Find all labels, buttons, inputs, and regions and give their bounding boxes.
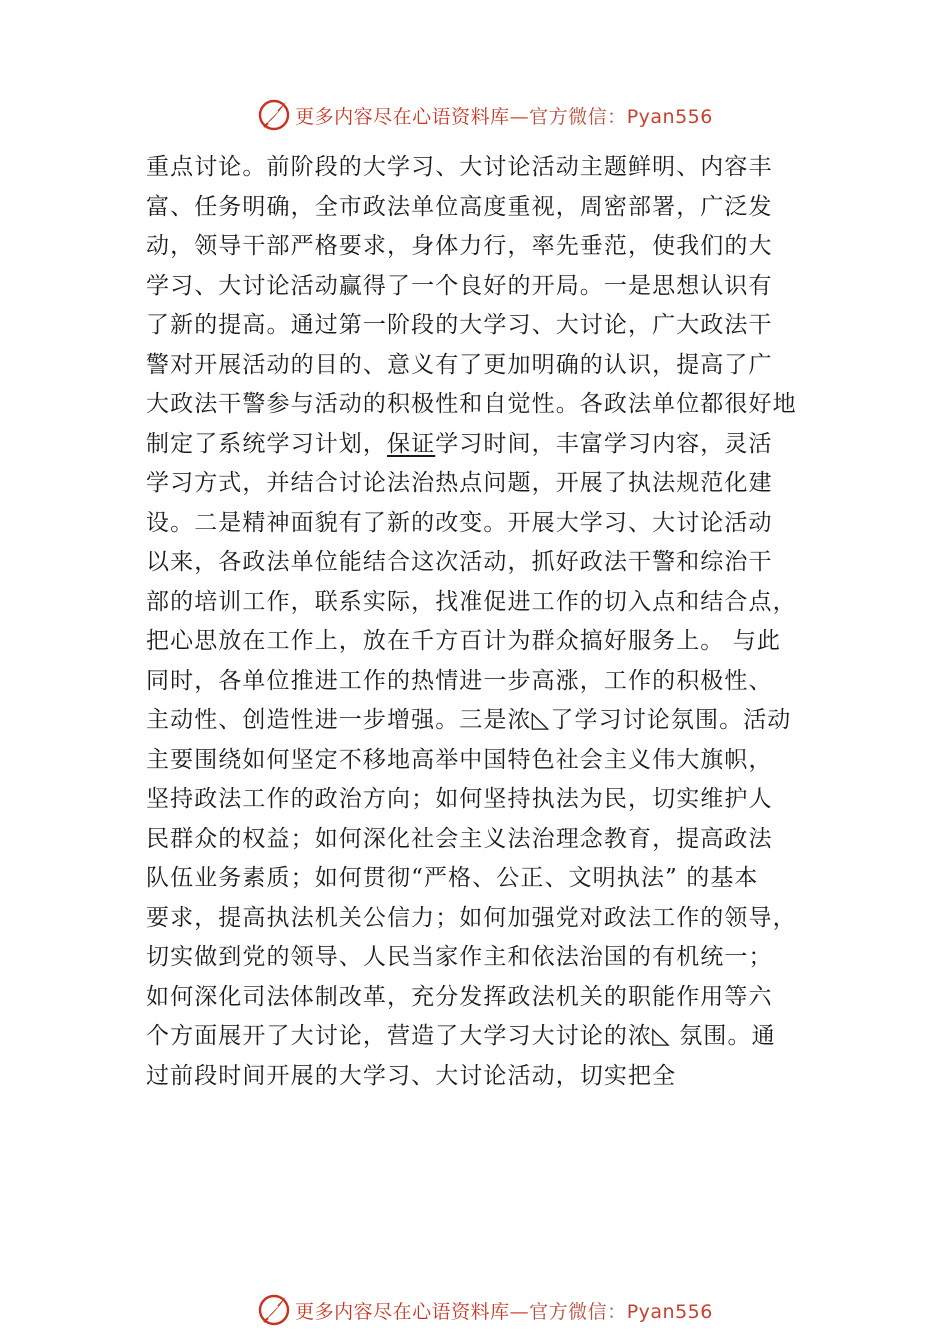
body-line-14: 同时，各单位推进工作的热情进一步高涨，工作的积极性、 bbox=[146, 667, 773, 694]
banner-wechat-id: Pyan556 bbox=[626, 105, 713, 128]
body-line-2: 富、任务明确，全市政法单位高度重视，周密部署，广泛发 bbox=[146, 193, 773, 220]
body-line-21: 切实做到党的领导、人民当家作主和依法治国的有机统一； bbox=[146, 944, 773, 970]
body-line-12: 部的培训工作，联系实际，找准促进工作的切入点和结合点， bbox=[146, 588, 797, 615]
body-line-10: 设。二是精神面貌有了新的改变。开展大学习、大讨论活动 bbox=[146, 509, 773, 536]
banner-wechat-label: 官方微信： bbox=[529, 105, 627, 128]
footer-banner-inner bbox=[257, 1293, 713, 1327]
header-banner-inner bbox=[257, 98, 713, 132]
body-line-20: 要求，提高执法机关公信力；如何加强党对政法工作的领导， bbox=[146, 904, 797, 931]
header-banner bbox=[0, 95, 950, 135]
body-line-11: 以来，各政法单位能结合这次活动，抓好政法干警和综治干 bbox=[146, 549, 773, 575]
feather-pen-logo-icon bbox=[257, 98, 291, 132]
body-line-9: 学习方式，并结合讨论法治热点问题，开展了执法规范化建 bbox=[146, 470, 773, 496]
document-body bbox=[146, 148, 818, 1096]
body-line-22: 如何深化司法体制改革，充分发挥政法机关的职能作用等六 bbox=[146, 983, 773, 1010]
body-line-15: 主动性、创造性进一步增强。三是浓◺了学习讨论氛围。活动 bbox=[146, 707, 792, 733]
banner-dash: — bbox=[509, 1300, 530, 1323]
body-line-8-before: 制定了系统学习计划， bbox=[146, 430, 387, 457]
body-line-18: 民群众的权益；如何深化社会主义法治理念教育，提高政法 bbox=[146, 825, 773, 852]
banner-dash: — bbox=[509, 105, 530, 128]
body-line-16: 主要围绕如何坚定不移地高举中国特色社会主义伟大旗帜， bbox=[146, 746, 773, 773]
banner-wechat-label: 官方微信： bbox=[529, 1300, 627, 1323]
body-line-8 bbox=[146, 425, 818, 465]
body-line-17: 坚持政法工作的政治方向；如何坚持执法为民，切实维护人 bbox=[146, 786, 773, 812]
body-line-6: 警对开展活动的目的、意义有了更加明确的认识，提高了广 bbox=[146, 351, 773, 378]
body-line-7: 大政法干警参与活动的积极性和自觉性。各政法单位都很好地 bbox=[146, 391, 797, 417]
banner-site-name: 更多内容尽在心语资料库 bbox=[295, 105, 510, 128]
banner-wechat-id: Pyan556 bbox=[626, 1300, 713, 1323]
body-line-3: 动，领导干部严格要求，身体力行，率先垂范，使我们的大 bbox=[146, 233, 773, 259]
footer-banner-text bbox=[295, 1297, 713, 1324]
body-line-1: 重点讨论。前阶段的大学习、大讨论活动主题鲜明、内容丰 bbox=[146, 154, 773, 180]
body-line-4: 学习、大讨论活动赢得了一个良好的开局。一是思想认识有 bbox=[146, 272, 773, 299]
body-line-5: 了新的提高。通过第一阶段的大学习、大讨论，广大政法干 bbox=[146, 312, 773, 338]
header-banner-text bbox=[295, 102, 713, 129]
banner-site-name: 更多内容尽在心语资料库 bbox=[295, 1300, 510, 1323]
body-line-19: 队伍业务素质；如何贯彻“严格、公正、文明执法” 的基本 bbox=[146, 865, 759, 891]
underlined-word: 保证 bbox=[387, 430, 436, 457]
body-line-23: 个方面展开了大讨论，营造了大学习大讨论的浓◺ 氛围。通 bbox=[146, 1023, 776, 1049]
footer-banner bbox=[0, 1290, 950, 1330]
feather-pen-logo-icon bbox=[257, 1293, 291, 1327]
body-line-24: 过前段时间开展的大学习、大讨论活动，切实把全 bbox=[146, 1062, 677, 1089]
body-line-8-after: 学习时间，丰富学习内容，灵活 bbox=[435, 430, 773, 457]
body-line-13: 把心思放在工作上，放在千方百计为群众搞好服务上。 与此 bbox=[146, 628, 782, 654]
